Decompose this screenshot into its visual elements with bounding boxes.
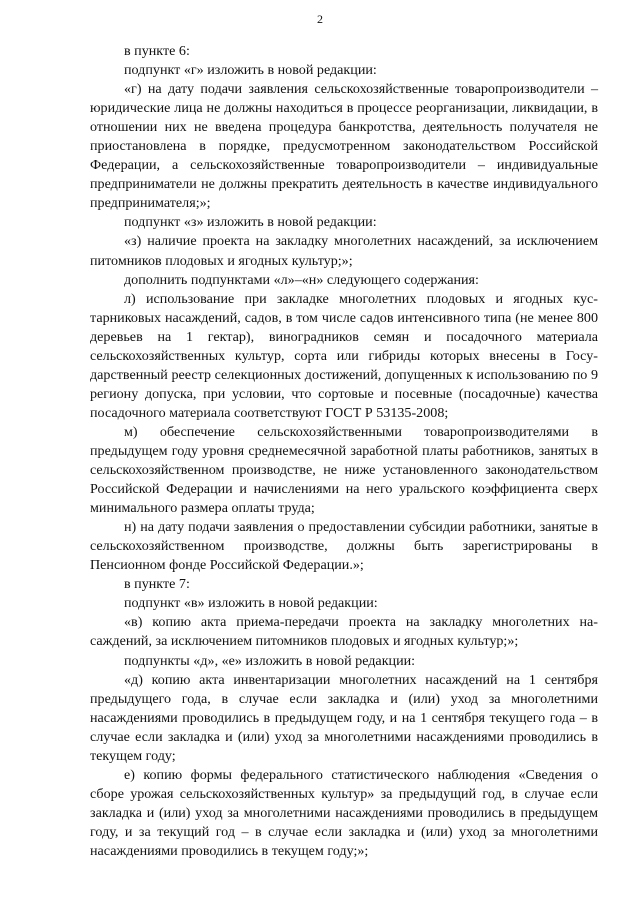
- paragraph-subpoint-v-intro: подпункт «в» изложить в новой редакции:: [124, 595, 378, 612]
- paragraph-subpoint-v-text: «в) копию акта приема-передачи проекта на закладку многолетних насаждений, за исключением питомников плодовых и ягодных культур;»;: [90, 614, 598, 650]
- paragraph-subpoint-m: м) обеспечение сельскохозяйственными товаропроизводителями в предыдущем году уровня среднемесячной заработной платы работников, занятых в сельскохозяйственном производстве, не ниже установленного законодательством Российской Федерации и начислениями на него уральского коэффициента сверх минимального размера оплаты труда;: [90, 423, 598, 517]
- paragraph-subpoint-n: н) на дату подачи заявления о предоставлении субсидии работники, занятые в сельскохозяйственном производстве, должны быть зарегистрированы в Пенсионном фонде Российской Федерации.»;: [90, 519, 598, 574]
- page-number: 2: [317, 12, 323, 26]
- document-body: [90, 42, 598, 861]
- paragraph-point-7-header: в пункте 7:: [124, 576, 190, 593]
- paragraph-subpoints-d-e-intro: подпункты «д», «е» изложить в новой редакции:: [124, 652, 416, 669]
- paragraph-subpoint-z-intro: подпункт «з» изложить в новой редакции:: [124, 214, 377, 231]
- paragraph-point-6-header: в пункте 6:: [124, 43, 190, 59]
- paragraph-subpoint-g-text: «г) на дату подачи заявления сельскохозяйственные товаропроизводители – юридические лица не должны находиться в процессе реорганизации, ликвидации, в отношении них не введена процедура банкротства, деятельность получателя не приостановлена в порядке, предусмотренном законодательством Российской Федерации, а сельскохозяйственные товаропроизводители – индивидуальные предприниматели не должны прекратить деятельность в качестве индивидуального предпринимателя;»;: [90, 81, 598, 212]
- paragraph-subpoint-z-text: «з) наличие проекта на закладку многолетних насаждений, за исключением питомников плодовых и ягодных культур;»;: [90, 233, 598, 269]
- paragraph-subpoint-e-text: е) копию формы федерального статистического наблюдения «Сведения о сборе урожая сельскохозяйственных культур» за предыдущий год, в случае если закладка и (или) уход за многолетними насаждениями проводились в предыдущем году, и за текущий год – в случае если закладка и (или) уход за многолетними насаждениями проводились в текущем году;»;: [90, 766, 598, 859]
- paragraph-subpoint-l: л) использование при закладке многолетних плодовых и ягодных кустарниковых насаждений, садов, в том числе садов интенсивного типа (не менее 800 деревьев на 1 гектар), виноградников семян и посадочного материала сельскохозяйственных культур, сорта или гибриды которых внесены в Государственный реестр селекционных достижений, допущенных к использованию по 9 региону допуска, при условии, что сортовые и посевные (посадочные) качества посадочного материала соответствуют ГОСТ Р 53135-2008;: [90, 290, 598, 421]
- paragraph-subpoint-g-intro: подпункт «г» изложить в новой редакции:: [124, 62, 377, 79]
- paragraph-subpoint-d-text: «д) копию акта инвентаризации многолетних насаждений на 1 сентября предыдущего года, в случае если закладка и (или) уход за многолетними насаждениями проводились в предыдущем году, и на 1 сентября текущего года – в случае если закладка и (или) уход за многолетними насаждениями проводились в текущем году;: [90, 671, 598, 764]
- paragraph-add-subpoints-intro: дополнить подпунктами «л»–«н» следующего содержания:: [124, 271, 479, 288]
